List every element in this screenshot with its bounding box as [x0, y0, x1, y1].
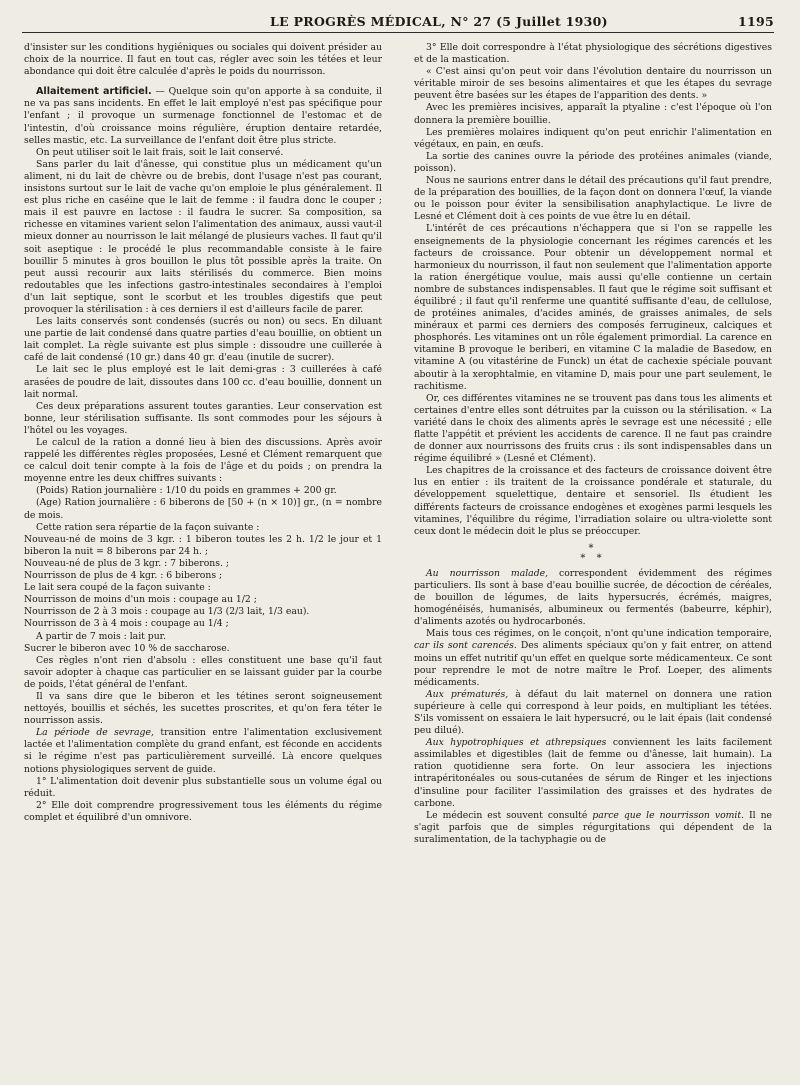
paragraph: 3° Elle doit correspondre à l'état physiologique des sécrétions digestives et de la mastication.	[414, 42, 772, 66]
paragraph: Les chapitres de la croissance et des facteurs de croissance doivent être lus en entier : ils traitent de la croissance pondérale et staturale, du développement squelettique, dentaire et sensoriel. Ils étudient les différents facteurs de croissance endogènes et exogènes parmi lesquels les vitamines, l'équilibre du régime, l'irradiation solaire ou ultra-violette sont ceux dont le médecin doit le plus se préoccuper.	[414, 465, 772, 537]
list-item: Le lait sera coupé de la façon suivante :	[24, 582, 211, 594]
paragraph: 2° Elle doit comprendre progressivement tous les éléments du régime complet et équilibré d'un omnivore.	[24, 799, 382, 823]
paragraph: Or, ces différentes vitamines ne se trouvent pas dans tous les aliments et certaines d'entre elles sont détruites par la cuisson ou la stérilisation. « La variété dans le choix des aliments après le sevrage est une nécessité ; elle flatte l'appétit et prévient les accidents de carence. Il ne faut pas craindre de donner aux nourrissons des fruits crus : ils sont indispensables dans un régime équilibré » (Lesné et Clément).	[414, 392, 772, 465]
section-separator	[414, 544, 772, 564]
paragraph-allaitement	[24, 86, 382, 146]
paragraph-text: — Quelque soin qu'on apporte à sa conduite, il ne va pas sans incidents. En effet le lait employé n'est pas spécifique pour l'enfant ; il provoque un surmenage fonctionnel de l'estomac et de l'intestin, d'où croissance moins régulière, éruption dentaire retardée, selles mastic, etc. La surveillance de l'enfant doit être plus stricte.	[24, 86, 382, 146]
paragraph-hypotrophiques	[414, 737, 772, 810]
paragraph: Les laits conservés sont condensés (sucrés ou non) ou secs. En diluant une partie de lait condensé dans quatre parties d'eau bouillie, on obtient un lait complet. La règle suivante est plus simple : dissoudre une cuillerée à café de lait condensé (10 gr.) dans 40 gr. d'eau (inutile de sucrer).	[24, 316, 382, 364]
paragraph-text: correspondent évidemment des régimes particuliers. Ils sont à base d'eau bouillie sucrée, de décoction de céréales, de bouillon de légumes, de laits hypersucrés, écrémés, maigres, homogénéisés, humanisés, albumineux ou fermentés (babeurre, képhir), d'aliments azotés ou hydrocarbonés.	[414, 567, 772, 628]
paragraph: Nous ne saurions entrer dans le détail des précautions qu'il faut prendre, de la préparation des bouillies, de la façon dont on donnera l'œuf, la viande ou le poisson pour éviter la sensibilisation anaphylactique. Le livre de Lesné et Clément doit à ces points de vue être lu en détail.	[414, 175, 772, 223]
list-item: Nourrisson de 2 à 3 mois : coupage au 1/3 (2/3 lait, 1/3 eau).	[24, 606, 310, 618]
paragraph-vomit	[414, 810, 772, 846]
list-item: Nourrisson de moins d'un mois : coupage au 1/2 ;	[24, 594, 257, 606]
list-item: Sucrer le biberon avec 10 % de saccharose.	[24, 642, 230, 654]
italic-term: Aux hypotrophiques et athrepsiques	[426, 737, 607, 749]
paragraph: Le lait sec le plus employé est le lait demi-gras : 3 cuillerées à café arasées de poudre de lait, dissoutes dans 100 cc. d'eau bouillie, donnent un lait normal.	[24, 364, 382, 400]
journal-title: LE PROGRÈS MÉDICAL, N° 27 (5 Juillet 1930)	[270, 14, 608, 29]
paragraph: Le calcul de la ration a donné lieu à bien des discussions. Après avoir rappelé les différentes règles proposées, Lesné et Clément remarquent que ce calcul doit tenir compte à la fois de l'âge et du poids ; on prendra la moyenne entre les deux chiffres suivants :	[24, 437, 382, 485]
paragraph: La sortie des canines ouvre la période des protéines animales (viande, poisson).	[414, 150, 772, 174]
paragraph-regimes	[414, 628, 772, 688]
right-column	[414, 42, 772, 1072]
page-number: 1195	[738, 14, 774, 29]
paragraph: L'intérêt de ces précautions n'échappera que si l'on se rappelle les enseignements de la physiologie concernant les régimes carencés et les facteurs de croissance. Pour obtenir un développement normal et harmonieux du nourrisson, il faut non seulement que l'alimentation apporte la ration énergétique voulue, mais aussi qu'elle contienne un certain nombre de substances indispensables. Il faut que le régime soit suffisant et équilibré ; il faut qu'il renferme une quantité suffisante d'eau, de cellulose, de protéines animales, d'acides aminés, de graisses animales, de sels minéraux et parmi ces derniers des composés ferrugineux, calciques et phosphorés. Les vitamines ont un rôle également primordial. La carence en vitamine B provoque le beriberi, en vitamine C la maladie de Basedow, en vitamine A (ou vitastérine de Funck) un état de cachexie spéciale pouvant aboutir à la xerophtalmie, en vitamine D, mais pour une part seulement, le rachitisme.	[414, 223, 772, 392]
paragraph: Ces règles n'ont rien d'absolu : elles constituent une base qu'il faut savoir adopter à chaque cas particulier en se laissant guider par la courbe de poids, l'état général de l'enfant.	[24, 654, 382, 690]
paragraph-text: Le médecin est souvent consulté	[426, 809, 593, 821]
list-item: Nourrisson de plus de 4 kgr. : 6 biberons ;	[24, 570, 223, 582]
italic-term: La période de sevrage,	[36, 727, 154, 739]
paragraph-text: Mais tous ces régimes, on le conçoit, n'ont qu'une indication temporaire,	[426, 628, 772, 640]
italic-term: parce que le nourrisson vomit.	[592, 809, 745, 821]
list-item: Nouveau-né de moins de 3 kgr. : 1 biberon toutes les 2 h. 1/2 le jour et 1 biberon la nuit = 8 biberons par 24 h. ;	[24, 533, 382, 557]
paragraph: Avec les premières incisives, apparaît la ptyaline : c'est l'époque où l'on donnera la première bouillie.	[414, 102, 772, 126]
list-item: Nouveau-né de plus de 3 kgr. : 7 biberons. ;	[24, 557, 229, 569]
paragraph-text: Des aliments spéciaux qu'on y fait entrer, on attend moins un effet nutritif qu'un effet en quelque sorte médicamenteux. Ce sont pour reprendre le mot de notre maître le Prof. Loeper, des aliments médicaments.	[414, 640, 772, 688]
paragraph-prematures	[414, 689, 772, 737]
separator-star-top: *	[588, 542, 598, 554]
italic-term: Aux prématurés,	[426, 688, 509, 700]
paragraph: Sans parler du lait d'ânesse, qui constitue plus un médicament qu'un aliment, ni du lait de chèvre ou de brebis, dont l'usage n'est pas courant, insistons surtout sur le lait de vache qu'on emploie le plus généralement. Il est plus riche en caséine que le lait de femme : il faudra donc le couper ; mais il est pauvre en lactose : il faudra le sucrer. Sa composition, sa richesse en vitamines varient selon l'alimentation des animaux, aussi vaut-il mieux donner au nourrisson le lait mélangé de plusieurs vaches. Il faut qu'il soit aseptique : le procédé le plus recommandable consiste à le faire bouillir 5 minutes à gros bouillon le plus tôt possible après la traite. On peut aussi recourir aux laits stérilisés du commerce. Bien moins redoutables que les infections gastro-intestinales secondaires à l'emploi d'un lait septique, sont le scorbut et les troubles digestifs que peut provoquer la stérilisation : à ces derniers il est d'ailleurs facile de parer.	[24, 158, 382, 315]
separator-stars-bottom: * *	[580, 552, 606, 564]
paragraph: On peut utiliser soit le lait frais, soit le lait conservé.	[36, 146, 284, 158]
paragraph: Il va sans dire que le biberon et les tétines seront soigneusement nettoyés, bouillis et séchés, les sucettes proscrites, et qu'on fera téter le nourrisson assis.	[24, 690, 382, 727]
paragraph: Les premières molaires indiquent qu'on peut enrichir l'alimentation en végétaux, en pain, en œufs.	[414, 126, 772, 150]
left-column	[24, 42, 382, 1072]
paragraph: d'insister sur les conditions hygiéniques ou sociales qui doivent présider au choix de la nourrice. Il faut en tout cas, régler avec soin les tétées et leur abondance qui doit être calculée d'après le poids du nourrisson.	[24, 42, 382, 78]
formula-age: (Age) Ration journalière : 6 biberons de [50 + (n × 10)] gr., (n = nombre de mois.	[24, 497, 382, 521]
paragraph-text: conviennent les laits facilement assimilables et digestibles (lait de femme ou d'ânesse, lait humain). La ration quotidienne sera forte. On leur associera les injections intrapéritonéales ou sous-cutanées de sérum de Ringer et les injections d'insuline pour faciliter l'assimilation des graisses et des hydrates de carbone.	[414, 737, 772, 809]
list-item: Nourrisson de 3 à 4 mois : coupage au 1/4 ;	[24, 618, 229, 630]
paragraph-sevrage	[24, 727, 382, 775]
list-item: A partir de 7 mois : lait pur.	[36, 630, 167, 642]
paragraph: Ces deux préparations assurent toutes garanties. Leur conservation est bonne, leur stérilisation suffisante. Ils sont commodes pour les séjours à l'hôtel ou les voyages.	[24, 400, 382, 436]
italic-term: car ils sont carencés.	[414, 640, 517, 652]
paragraph-text: transition entre l'alimentation exclusivement lactée et l'alimentation complète du grand enfant, est féconde en accidents si le régime n'est pas particulièrement surveillé. Là encore quelques notions physiologiques servent de guide.	[24, 727, 382, 775]
running-head	[22, 12, 774, 33]
section-heading: Allaitement artificiel.	[36, 86, 152, 98]
paragraph: Cette ration sera répartie de la façon suivante :	[36, 521, 260, 533]
paragraph-nourrisson-malade	[414, 568, 772, 628]
formula-weight: (Poids) Ration journalière : 1/10 du poids en grammes + 200 gr.	[36, 485, 337, 497]
paragraph: « C'est ainsi qu'on peut voir dans l'évolution dentaire du nourrisson un véritable miroir de ses besoins alimentaires et que les étapes du sevrage peuvent être basées sur les étapes de l'apparition des dents. »	[414, 66, 772, 102]
italic-term: Au nourrisson malade,	[426, 567, 549, 579]
paragraph-text: Il ne s'agit parfois que de simples régurgitations qui dépendent de la suralimentation, de la tachyphagie ou de	[414, 809, 772, 845]
paragraph-text: à défaut du lait maternel on donnera une ration supérieure à celle qui correspond à leur poids, en multipliant les tétées. S'ils vomissent on essaiera le lait hypersucré, ou le lait épais (lait condensé peu dilué).	[414, 688, 772, 737]
paragraph: 1° L'alimentation doit devenir plus substantielle sous un volume égal ou réduit.	[24, 775, 382, 799]
